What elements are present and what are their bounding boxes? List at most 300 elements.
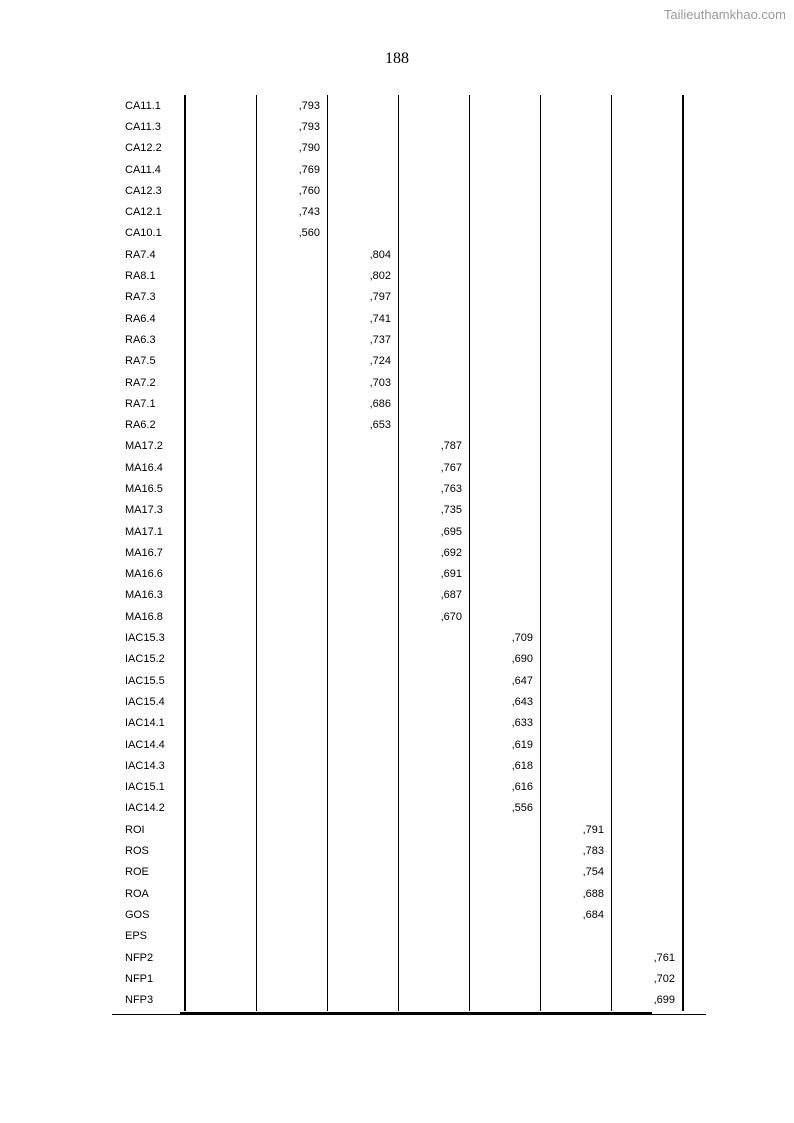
loading-cell <box>541 500 612 521</box>
table-bottom-rule <box>112 1014 706 1015</box>
loading-cell <box>612 372 684 393</box>
loading-cell <box>185 819 257 840</box>
loading-cell <box>399 904 470 925</box>
table-row <box>118 244 683 265</box>
loading-cell <box>399 180 470 201</box>
table-row <box>118 436 683 457</box>
loading-cell <box>612 819 684 840</box>
loading-cell <box>328 457 399 478</box>
loading-cell <box>399 755 470 776</box>
loading-cell <box>399 649 470 670</box>
loading-cell <box>470 244 541 265</box>
loading-cell <box>399 883 470 904</box>
loading-cell <box>612 798 684 819</box>
loading-cell <box>185 287 257 308</box>
row-label: MA17.1 <box>118 521 185 542</box>
loading-cell <box>541 777 612 798</box>
loading-cell: ,670 <box>399 606 470 627</box>
loading-cell <box>612 351 684 372</box>
loading-cell <box>399 947 470 968</box>
row-label: IAC14.1 <box>118 713 185 734</box>
loading-cell <box>470 201 541 222</box>
loading-cell <box>399 393 470 414</box>
loading-cell <box>399 819 470 840</box>
loading-cell: ,556 <box>470 798 541 819</box>
loading-cell <box>399 926 470 947</box>
loading-cell <box>541 627 612 648</box>
loading-cell <box>612 116 684 137</box>
loading-cell <box>257 351 328 372</box>
loading-cell: ,699 <box>612 989 684 1010</box>
loading-cell <box>541 457 612 478</box>
loading-cell <box>470 883 541 904</box>
loading-cell <box>328 521 399 542</box>
loading-cell <box>185 138 257 159</box>
loading-cell <box>541 947 612 968</box>
row-label: IAC15.5 <box>118 670 185 691</box>
loading-cell <box>541 436 612 457</box>
loading-cell <box>470 351 541 372</box>
loading-cell: ,741 <box>328 308 399 329</box>
loading-cell <box>399 95 470 116</box>
loading-cell <box>257 564 328 585</box>
table-row <box>118 947 683 968</box>
loading-cell <box>399 329 470 350</box>
loading-cell <box>541 585 612 606</box>
table-row <box>118 351 683 372</box>
loading-cell <box>541 265 612 286</box>
loading-cell <box>612 308 684 329</box>
loading-cell <box>399 287 470 308</box>
loading-cell <box>257 968 328 989</box>
loading-cell: ,653 <box>328 414 399 435</box>
loading-cell <box>399 201 470 222</box>
loading-cell: ,760 <box>257 180 328 201</box>
loading-cell <box>541 564 612 585</box>
table-row <box>118 95 683 116</box>
loading-cell <box>185 947 257 968</box>
table-row <box>118 691 683 712</box>
loading-cell <box>612 223 684 244</box>
loading-cell: ,687 <box>399 585 470 606</box>
table-row <box>118 159 683 180</box>
loading-cell <box>185 755 257 776</box>
loading-cell <box>257 521 328 542</box>
loading-cell: ,709 <box>470 627 541 648</box>
loading-cell: ,804 <box>328 244 399 265</box>
loading-cell <box>612 478 684 499</box>
loading-cell <box>328 627 399 648</box>
loading-cell <box>185 840 257 861</box>
row-label: RA6.4 <box>118 308 185 329</box>
loading-cell: ,761 <box>612 947 684 968</box>
loading-cell <box>612 414 684 435</box>
loading-cell <box>185 116 257 137</box>
loading-cell <box>470 564 541 585</box>
loading-cell <box>328 862 399 883</box>
table-row <box>118 180 683 201</box>
table-row <box>118 649 683 670</box>
loading-cell <box>328 585 399 606</box>
loading-cell <box>257 287 328 308</box>
loading-cell <box>399 840 470 861</box>
loading-cell: ,643 <box>470 691 541 712</box>
loading-cell <box>470 95 541 116</box>
loading-cell <box>612 500 684 521</box>
loading-cell: ,560 <box>257 223 328 244</box>
loading-cell <box>541 329 612 350</box>
loading-cell <box>612 649 684 670</box>
table-row <box>118 713 683 734</box>
row-label: RA7.2 <box>118 372 185 393</box>
table-row <box>118 777 683 798</box>
loading-cell <box>470 329 541 350</box>
loading-cell <box>328 500 399 521</box>
loading-cell <box>328 968 399 989</box>
loading-cell <box>541 372 612 393</box>
loading-cell: ,619 <box>470 734 541 755</box>
row-label: EPS <box>118 926 185 947</box>
loading-cell <box>328 478 399 499</box>
table-row <box>118 670 683 691</box>
loading-cell <box>470 904 541 925</box>
loading-cell <box>257 862 328 883</box>
loading-cell <box>541 223 612 244</box>
loading-cell <box>328 755 399 776</box>
loading-cell <box>470 862 541 883</box>
loading-cell <box>257 989 328 1010</box>
loading-cell <box>541 798 612 819</box>
loading-cell <box>541 755 612 776</box>
loading-cell: ,793 <box>257 116 328 137</box>
loading-cell: ,769 <box>257 159 328 180</box>
page-number: 188 <box>385 50 409 67</box>
loading-cell <box>541 734 612 755</box>
table-row <box>118 478 683 499</box>
row-label: ROI <box>118 819 185 840</box>
loading-cell <box>257 904 328 925</box>
loading-cell <box>399 989 470 1010</box>
loading-cell: ,695 <box>399 521 470 542</box>
loading-cell <box>541 138 612 159</box>
row-label: RA7.1 <box>118 393 185 414</box>
row-label: GOS <box>118 904 185 925</box>
loading-cell <box>541 606 612 627</box>
table-row <box>118 862 683 883</box>
loading-cell <box>257 500 328 521</box>
table-row <box>118 904 683 925</box>
loading-cell <box>257 947 328 968</box>
loading-cell <box>612 627 684 648</box>
loading-cell: ,686 <box>328 393 399 414</box>
loading-cell: ,763 <box>399 478 470 499</box>
loading-cell: ,688 <box>541 883 612 904</box>
loading-cell <box>185 457 257 478</box>
loading-cell <box>399 414 470 435</box>
table-row <box>118 883 683 904</box>
loading-cell <box>541 201 612 222</box>
loading-cell: ,793 <box>257 95 328 116</box>
table-row <box>118 138 683 159</box>
loading-cell <box>328 926 399 947</box>
loading-cell <box>541 308 612 329</box>
loading-cell <box>257 670 328 691</box>
row-label: IAC14.2 <box>118 798 185 819</box>
loading-cell <box>257 691 328 712</box>
loading-cell: ,737 <box>328 329 399 350</box>
loading-cell <box>185 691 257 712</box>
loading-cell <box>470 116 541 137</box>
loading-cell <box>257 926 328 947</box>
loading-cell <box>185 265 257 286</box>
row-label: IAC14.3 <box>118 755 185 776</box>
loading-cell: ,616 <box>470 777 541 798</box>
loading-cell <box>185 968 257 989</box>
row-label: MA16.3 <box>118 585 185 606</box>
loading-cell <box>328 138 399 159</box>
loading-cell <box>399 627 470 648</box>
loading-cell: ,783 <box>541 840 612 861</box>
row-label: CA12.3 <box>118 180 185 201</box>
loading-cell <box>399 734 470 755</box>
loading-cell <box>185 989 257 1010</box>
loading-cell <box>541 989 612 1010</box>
loading-cell <box>399 308 470 329</box>
loading-cell <box>257 244 328 265</box>
loading-cell <box>612 329 684 350</box>
loading-cell <box>185 777 257 798</box>
row-label: CA12.2 <box>118 138 185 159</box>
loading-cell <box>470 606 541 627</box>
loading-cell <box>612 606 684 627</box>
loading-cell: ,703 <box>328 372 399 393</box>
loading-cell <box>612 138 684 159</box>
loading-cell <box>612 244 684 265</box>
loading-cell <box>328 436 399 457</box>
loading-cell <box>612 457 684 478</box>
loading-cell <box>399 223 470 244</box>
table-row <box>118 798 683 819</box>
loading-cell: ,724 <box>328 351 399 372</box>
loading-cell <box>612 904 684 925</box>
table-row <box>118 201 683 222</box>
loading-cell <box>328 159 399 180</box>
loading-cell <box>185 201 257 222</box>
loading-cell <box>541 478 612 499</box>
loading-cell <box>185 329 257 350</box>
loading-cell: ,802 <box>328 265 399 286</box>
loading-cell <box>185 926 257 947</box>
loading-cell <box>399 159 470 180</box>
loading-cell <box>185 372 257 393</box>
loading-cell <box>185 308 257 329</box>
loading-cell <box>257 329 328 350</box>
loading-cell <box>470 223 541 244</box>
loading-cell <box>470 393 541 414</box>
loading-cell <box>328 180 399 201</box>
table-row <box>118 564 683 585</box>
loading-cell <box>328 734 399 755</box>
loading-cell <box>257 308 328 329</box>
loading-cell <box>541 95 612 116</box>
loading-cell <box>257 840 328 861</box>
loading-cell <box>612 713 684 734</box>
loading-cell <box>328 223 399 244</box>
rotated-component-matrix <box>118 95 684 1011</box>
row-label: MA16.6 <box>118 564 185 585</box>
loading-cell <box>185 670 257 691</box>
loading-cell <box>612 436 684 457</box>
loading-cell: ,787 <box>399 436 470 457</box>
loading-cell <box>185 585 257 606</box>
loading-cell <box>612 734 684 755</box>
loading-cell <box>470 414 541 435</box>
loading-cell: ,735 <box>399 500 470 521</box>
loading-cell <box>185 606 257 627</box>
loading-cell <box>470 138 541 159</box>
loading-cell <box>328 201 399 222</box>
loading-cell <box>612 862 684 883</box>
loading-cell <box>257 478 328 499</box>
table-row <box>118 734 683 755</box>
loading-cell <box>470 159 541 180</box>
watermark-text: Tailieuthamkhao.com <box>663 7 786 22</box>
row-label: CA12.1 <box>118 201 185 222</box>
loading-cell <box>470 457 541 478</box>
loading-cell <box>185 627 257 648</box>
loading-cell: ,647 <box>470 670 541 691</box>
loading-cell: ,684 <box>541 904 612 925</box>
row-label: ROA <box>118 883 185 904</box>
table-row <box>118 606 683 627</box>
loading-cell <box>612 180 684 201</box>
table-row <box>118 926 683 947</box>
loading-cell: ,743 <box>257 201 328 222</box>
loading-cell: ,690 <box>470 649 541 670</box>
loading-cell <box>257 627 328 648</box>
row-label: RA6.3 <box>118 329 185 350</box>
loading-cell <box>399 798 470 819</box>
loading-cell <box>257 436 328 457</box>
table-row <box>118 819 683 840</box>
row-label: CA11.3 <box>118 116 185 137</box>
loading-cell <box>470 287 541 308</box>
loading-cell <box>612 926 684 947</box>
loading-cell <box>328 564 399 585</box>
loading-cell <box>541 287 612 308</box>
loading-cell <box>185 500 257 521</box>
loading-cell <box>257 414 328 435</box>
loading-cell <box>185 351 257 372</box>
row-label: MA17.2 <box>118 436 185 457</box>
loading-cell <box>612 755 684 776</box>
table-row <box>118 308 683 329</box>
loading-cell <box>328 606 399 627</box>
loading-cell <box>399 351 470 372</box>
loading-cell <box>470 436 541 457</box>
loading-cell <box>470 542 541 563</box>
loading-cell <box>328 542 399 563</box>
loading-cell <box>541 713 612 734</box>
table-row <box>118 287 683 308</box>
loading-cell <box>470 989 541 1010</box>
loading-cell <box>185 393 257 414</box>
loading-cell <box>185 734 257 755</box>
table-row <box>118 627 683 648</box>
loading-cell <box>399 862 470 883</box>
loading-cell <box>257 606 328 627</box>
loading-cell <box>257 734 328 755</box>
table-row <box>118 393 683 414</box>
loading-cell <box>185 223 257 244</box>
loading-cell <box>185 159 257 180</box>
loading-cell <box>257 585 328 606</box>
loading-cell <box>541 649 612 670</box>
loading-cell <box>257 777 328 798</box>
row-label: ROE <box>118 862 185 883</box>
loading-cell <box>257 265 328 286</box>
loading-cell <box>470 180 541 201</box>
loading-cell <box>399 244 470 265</box>
row-label: IAC15.2 <box>118 649 185 670</box>
row-label: MA16.5 <box>118 478 185 499</box>
table-row <box>118 414 683 435</box>
loading-cell: ,754 <box>541 862 612 883</box>
loading-cell <box>541 244 612 265</box>
table-row <box>118 116 683 137</box>
loading-cell <box>612 287 684 308</box>
table-row <box>118 223 683 244</box>
loading-cell <box>257 883 328 904</box>
loading-cell: ,790 <box>257 138 328 159</box>
row-label: NFP1 <box>118 968 185 989</box>
loading-cell <box>470 265 541 286</box>
row-label: MA16.8 <box>118 606 185 627</box>
row-label: RA7.3 <box>118 287 185 308</box>
loading-cell <box>541 926 612 947</box>
loading-cell <box>185 904 257 925</box>
loading-cell <box>185 798 257 819</box>
row-label: IAC15.1 <box>118 777 185 798</box>
loading-cell: ,702 <box>612 968 684 989</box>
loading-cell <box>470 968 541 989</box>
loading-cell <box>399 670 470 691</box>
loading-cell <box>185 478 257 499</box>
loading-cell <box>470 926 541 947</box>
row-label: MA16.4 <box>118 457 185 478</box>
loading-cell <box>470 308 541 329</box>
loading-cell <box>185 713 257 734</box>
loading-cell <box>541 351 612 372</box>
loading-cell <box>541 691 612 712</box>
row-label: NFP2 <box>118 947 185 968</box>
loading-cell <box>541 542 612 563</box>
loading-cell <box>185 180 257 201</box>
table-row <box>118 585 683 606</box>
loading-cell <box>328 95 399 116</box>
loading-cell <box>470 585 541 606</box>
loading-cell <box>257 713 328 734</box>
row-label: CA11.1 <box>118 95 185 116</box>
loading-cell <box>257 819 328 840</box>
row-label: RA8.1 <box>118 265 185 286</box>
loading-cell <box>541 414 612 435</box>
loading-cell <box>399 116 470 137</box>
loading-cell: ,633 <box>470 713 541 734</box>
loading-cell <box>470 819 541 840</box>
loading-cell <box>612 840 684 861</box>
row-label: MA17.3 <box>118 500 185 521</box>
